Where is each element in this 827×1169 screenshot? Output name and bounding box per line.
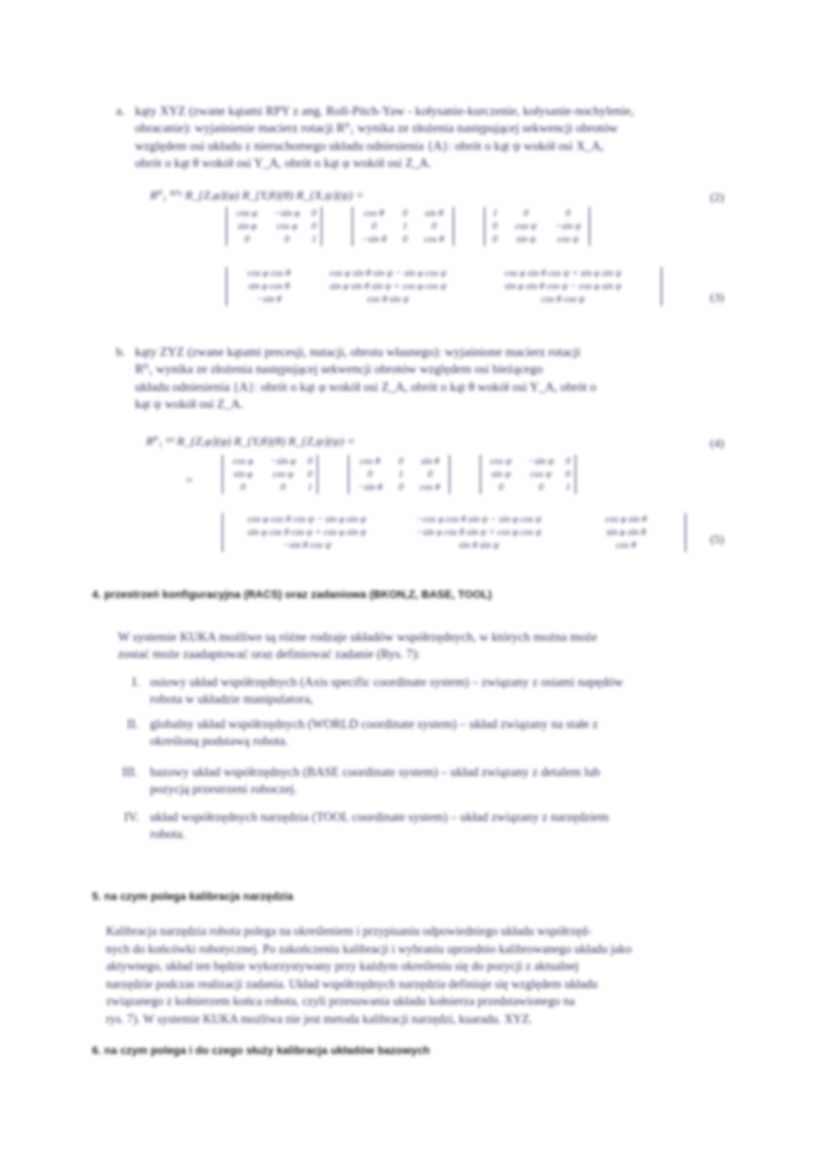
matrix-cell: −sin θ <box>256 294 282 305</box>
section-4-item-1 <box>150 674 728 709</box>
section-4-item-4-number: IV. <box>124 810 139 824</box>
matrix-cell: 0 <box>498 482 504 493</box>
item-b-line-2: R⁰₁ wynika ze złożenia następującej sekwencji obrotów względem osi bieżącego <box>135 362 543 377</box>
matrix-cell: −sin ψ <box>554 221 582 232</box>
section-4-item-1-line-1: osiowy układ współrzędnych (Axis specific coordinate system) – związany z osiami napędów <box>150 675 624 689</box>
item-a-matrix-result <box>226 267 662 306</box>
matrix-cell: cos φ <box>276 221 298 232</box>
item-b-equation-number-1: (4) <box>710 436 724 450</box>
section-4-item-3-number: III. <box>122 765 138 779</box>
item-a-equation-number-1: (2) <box>710 190 724 204</box>
matrix-cell: cos φ cos θ <box>247 268 291 279</box>
matrix-cell: 0 <box>402 208 408 219</box>
matrix-cell: 0 <box>240 482 246 493</box>
item-a-matrix-3 <box>484 207 590 246</box>
matrix-cell: cos φ <box>232 456 254 467</box>
section-4-item-4 <box>150 809 728 844</box>
matrix-cell: −sin ψ <box>527 456 555 467</box>
matrix-cell: −sin θ <box>361 234 387 245</box>
matrix-cell: 0 <box>565 208 571 219</box>
section-5-body <box>106 923 730 1029</box>
matrix-cells <box>481 455 575 494</box>
matrix-cell: cos φ <box>236 208 258 219</box>
item-b-line-4: kąt ψ wokół osi Z_A. <box>135 397 244 412</box>
item-b-equation-number-2: (5) <box>710 532 724 546</box>
matrix-cell: −sin θ cos ψ <box>282 540 332 551</box>
matrix-cell: 0 <box>431 221 437 232</box>
matrix-cell: cos φ <box>272 469 294 480</box>
matrix-cell: 0 <box>523 208 529 219</box>
section-4-item-2-line-2: określoną podstawą robota. <box>150 734 289 749</box>
matrix-cell: cos θ cos ψ <box>541 294 585 305</box>
matrix-cell: cos θ <box>364 208 384 219</box>
matrix-cell: cos θ <box>420 482 440 493</box>
section-5-heading: 5. na czym polega kalibracja narzędzia <box>92 891 294 903</box>
matrix-cell: −sin φ cos θ sin ψ + cos φ cos ψ <box>416 527 542 538</box>
matrix-cell: sin ψ <box>516 234 536 245</box>
matrix-cell: cos θ <box>424 234 444 245</box>
matrix-cell: 0 <box>311 221 317 232</box>
matrix-cell: sin φ cos θ cos ψ + cos φ sin ψ <box>247 527 367 538</box>
section-4-intro <box>118 629 728 664</box>
matrix-cell: 0 <box>307 469 313 480</box>
matrix-cell: 0 <box>367 469 373 480</box>
matrix-cells <box>223 513 685 552</box>
matrix-cell: sin φ sin θ sin ψ + cos φ cos ψ <box>329 281 447 292</box>
matrix-cell: 0 <box>402 234 408 245</box>
item-b-equation-head: R⁰₁ ᶻʸᶻ R_{Z,φ}(φ) R_{Y,θ}(θ) R_{Z,ψ}(ψ) = <box>146 434 355 448</box>
matrix-cell: −sin φ <box>274 208 300 219</box>
matrix-cell: 1 <box>307 482 313 493</box>
matrix-cell: 0 <box>565 469 571 480</box>
section-4-intro-line-2: zostać może zaadaptować oraz definiować zadanie (Rys. 7): <box>118 647 421 662</box>
item-a-number: a. <box>116 104 125 118</box>
matrix-cell: sin φ <box>233 469 253 480</box>
item-b-line-3: układu odniesienia {A}: obrót o kąt φ wokół osi Z_A, obrót o kąt θ wokół osi Y_A, obrót o <box>135 379 597 394</box>
section-4-item-4-line-1: układ współrzędnych narzędzia (TOOL coordinate system) – układ związany z narzędziem <box>150 810 609 824</box>
section-4-item-1-line-2: robota w układzie manipulatora, <box>150 692 313 707</box>
item-a-line-3: względem osi układu z nieruchomego układu odniesienia {A}: obrót o kąt ψ wokół osi X_A, <box>135 138 604 153</box>
matrix-cell: 1 <box>311 234 317 245</box>
matrix-cell: 1 <box>402 221 408 232</box>
matrix-cell: 0 <box>398 456 404 467</box>
matrix-cells <box>227 267 661 306</box>
item-a-matrix-1 <box>226 207 322 246</box>
item-b-equals: = <box>185 473 194 487</box>
item-a-matrix-2 <box>352 207 454 246</box>
section-5-line-5: związanego z kołnierzem końca robota, czyli przesuwania układu kołnierza przedstawionego na <box>106 994 575 1009</box>
matrix-cell: 0 <box>311 208 317 219</box>
matrix-cell: −cos φ cos θ sin ψ − sin φ cos ψ <box>416 514 542 525</box>
item-a-line-1: kąty XYZ (zwane kątami RPY z ang. Roll-Pitch-Yaw - kołysanie-kurczenie, kołysanie-nochylenie, <box>135 104 634 118</box>
matrix-cell: sin ψ <box>491 469 511 480</box>
matrix-cell: −sin φ <box>270 456 296 467</box>
item-a-line-4: obrót o kąt θ wokół osi Y_A, obrót o kąt φ wokół osi Z_A. <box>135 156 432 171</box>
matrix-cell: cos φ sin θ cos ψ + sin φ sin ψ <box>504 268 622 279</box>
matrix-cell: cos θ <box>616 540 636 551</box>
matrix-cells <box>227 207 321 246</box>
matrix-cell: 0 <box>244 234 250 245</box>
section-4-item-2-line-1: globalny układ współrzędnych (WORLD coordinate system) – układ związany na stałe z <box>150 717 598 731</box>
matrix-cell: 0 <box>492 221 498 232</box>
matrix-cell: sin θ <box>420 456 440 467</box>
matrix-cells <box>485 207 589 246</box>
section-5-line-3: aktywnego, układ ten będzie wykorzystywany przy każdym określeniu się do pozycji z aktualnej <box>106 959 579 974</box>
matrix-cells <box>353 207 453 246</box>
matrix-cell: cos ψ <box>490 456 512 467</box>
item-a-equation-head: R⁰₁ ᴿᴾʸ R_{Z,φ}(φ) R_{Y,θ}(θ) R_{X,ψ}(ψ) = <box>150 188 364 202</box>
matrix-cell: sin φ sin θ <box>606 527 646 538</box>
matrix-cell: 0 <box>565 456 571 467</box>
matrix-cell: 0 <box>538 482 544 493</box>
matrix-cell: cos ψ <box>557 234 579 245</box>
item-b-line-1: kąty ZYZ (zwane kątami precesji, nutacji, obrotu własnego): wyjaśnione macierz rotacji <box>135 345 581 359</box>
section-4-intro-line-1: W systemie KUKA możliwe są różne rodzaje układów współrzędnych, w których można może <box>118 630 598 644</box>
section-5-line-1: Kalibracja narzędzia robota polega na określeniem i przypisaniu odpowiedniego układu współrzęd- <box>106 924 592 938</box>
matrix-cell: 0 <box>280 482 286 493</box>
item-b-matrix-3 <box>480 455 576 494</box>
matrix-cell: 0 <box>398 482 404 493</box>
matrix-cell: 1 <box>398 469 404 480</box>
section-4-item-4-line-2: robota. <box>150 827 186 842</box>
section-5-line-2: nych do końcówki robotycznej. Po zakończeniu kalibracji i wybraniu uprzednio kalibrowanego układu jako <box>106 941 632 956</box>
matrix-cell: sin φ cos θ <box>248 281 290 292</box>
matrix-cell: 0 <box>427 469 433 480</box>
item-a-equation-number-2: (3) <box>710 290 724 304</box>
matrix-cell: 0 <box>307 456 313 467</box>
matrix-cell: 1 <box>565 482 571 493</box>
section-4-item-2-number: II. <box>127 717 139 731</box>
section-5-line-6: rys. 7). W systemie KUKA możliwa nie jest metoda kalibracji narzędzi, kuaradu. XYZ. <box>106 1011 533 1026</box>
section-4-item-3-line-2: pozycją przestrzeni roboczej. <box>150 782 298 797</box>
section-4-item-1-number: I. <box>132 675 140 689</box>
matrix-cell: sin θ <box>424 208 444 219</box>
item-b-matrix-2 <box>348 455 450 494</box>
matrix-cell: cos φ sin θ sin ψ − sin φ cos ψ <box>329 268 447 279</box>
matrix-cell: cos φ cos θ cos ψ − sin φ sin ψ <box>247 514 367 525</box>
matrix-cell: sin φ <box>237 221 257 232</box>
matrix-cell: 0 <box>492 234 498 245</box>
matrix-cell: cos θ <box>360 456 380 467</box>
section-5-line-4: narzędzie podczas realizacji zadania. Układ współrzędnych narzędzia definiuje się względem układu <box>106 976 598 991</box>
matrix-cells <box>223 455 317 494</box>
matrix-cell: sin θ sin ψ <box>458 540 500 551</box>
matrix-cell: cos ψ <box>530 469 552 480</box>
item-a-line-2: obracanie): wyjaśnienie macierz rotacji R⁰₁ wynika ze złożenia następującej sekwencji obrotów <box>135 121 618 136</box>
section-4-item-3 <box>150 764 728 799</box>
matrix-cells <box>349 455 449 494</box>
item-b-matrix-result <box>222 513 686 552</box>
matrix-cell: 1 <box>492 208 498 219</box>
matrix-cell: −sin θ <box>357 482 383 493</box>
section-4-item-3-line-1: bazowy układ współrzędnych (BASE coordinate system) – układ związany z detalem lub <box>150 765 601 779</box>
section-4-item-2 <box>150 716 728 751</box>
item-a-text <box>135 103 725 173</box>
matrix-cell: cos ψ <box>515 221 537 232</box>
item-b-number: b. <box>116 345 126 359</box>
section-6-heading: 6. na czym polega i do czego służy kalibracja układów bazowych <box>92 1045 431 1057</box>
matrix-cell: 0 <box>371 221 377 232</box>
item-b-text <box>135 344 725 414</box>
section-4-heading: 4. przestrzeń konfiguracyjna (RACS) oraz zadaniowa (BKON,Z, BASE, TOOL) <box>92 589 492 601</box>
item-b-matrix-1 <box>222 455 318 494</box>
matrix-cell: sin φ sin θ cos ψ − cos φ sin ψ <box>504 281 622 292</box>
matrix-cell: cos θ sin ψ <box>367 294 409 305</box>
matrix-cell: cos φ sin θ <box>605 514 647 525</box>
matrix-cell: 0 <box>284 234 290 245</box>
